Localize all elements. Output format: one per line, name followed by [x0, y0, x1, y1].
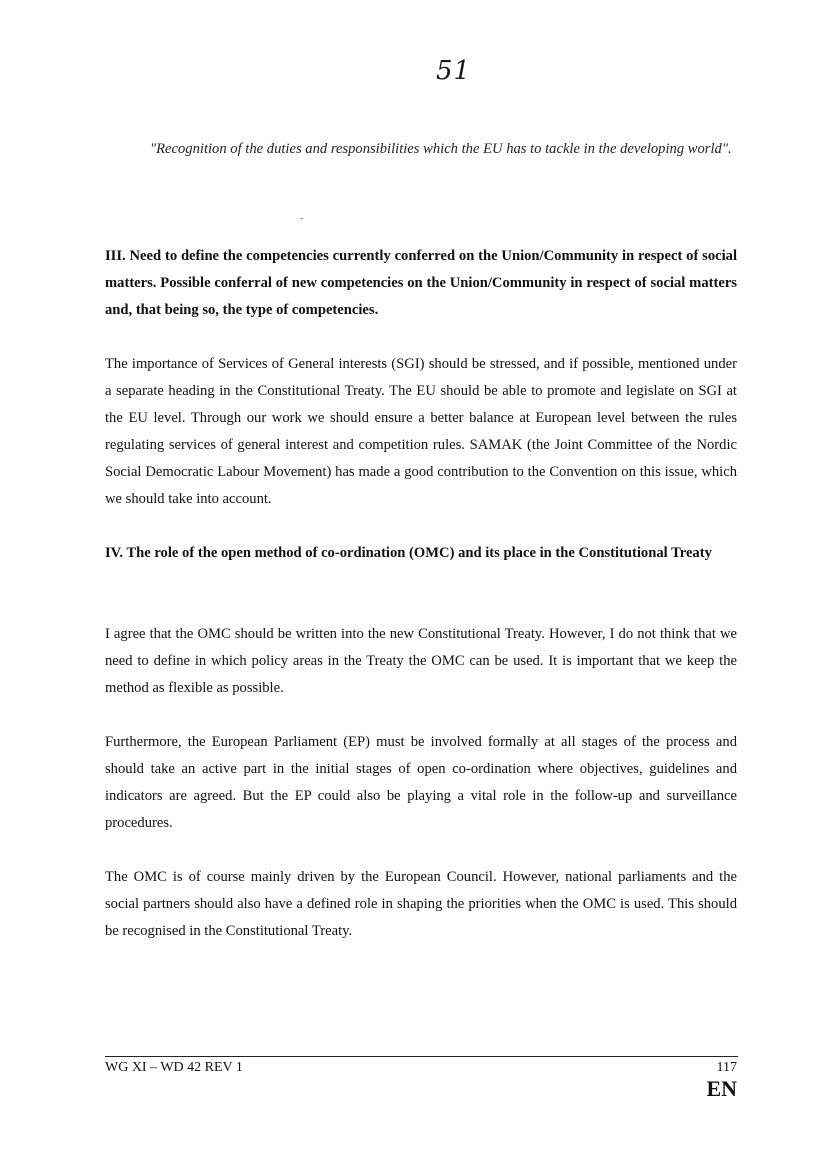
section-iii-paragraph: The importance of Services of General interests (SGI) should be stressed, and if possible, mentioned under a separate heading in the Constitutional Treaty. The EU should be able to promote and legislate on SGI at the EU level. Through our work we should ensure a better balance at European level between the rules regulating services of general interest and competition rules. SAMAK (the Joint Committee of the Nordic Social Democratic Labour Movement) has made a good contribution to the Convention on this issue, which we should take into account. [105, 356, 737, 507]
footer-divider [105, 1056, 738, 1057]
section-iv-paragraph-2: Furthermore, the European Parliament (EP) must be involved formally at all stages of the process and should take an active part in the initial stages of open co-ordination where objectives, guidelines and indicators are agreed. But the EP could also be playing a vital role in the follow-up and surveillance procedures. [105, 734, 737, 831]
quote-text: "Recognition of the duties and responsibilities which the EU has to tackle in the developing world". [150, 141, 732, 157]
section-iv-paragraph-1: I agree that the OMC should be written into the new Constitutional Treaty. However, I do not think that we need to define in which policy areas in the Treaty the OMC can be used. It is important that we keep the method as flexible as possible. [105, 626, 737, 696]
scan-mark: - [300, 213, 304, 224]
section-iv-heading: IV. The role of the open method of co-ordination (OMC) and its place in the Constitutional Treaty [105, 545, 712, 561]
section-iv-paragraph-3: The OMC is of course mainly driven by the European Council. However, national parliaments and the social partners should also have a defined role in shaping the priorities when the OMC is used. This should be recognised in the Constitutional Treaty. [105, 869, 737, 939]
footer-page-number: 117 [716, 1060, 737, 1075]
handwritten-page-number: 51 [436, 56, 472, 86]
footer-document-reference: WG XI – WD 42 REV 1 [105, 1060, 243, 1075]
footer-language-code: EN [706, 1076, 737, 1101]
section-iii-heading: III. Need to define the competencies currently conferred on the Union/Community in respect of social matters. Possible conferral of new competencies on the Union/Community in respect of social matters and, that being so, the type of competencies. [105, 248, 737, 318]
